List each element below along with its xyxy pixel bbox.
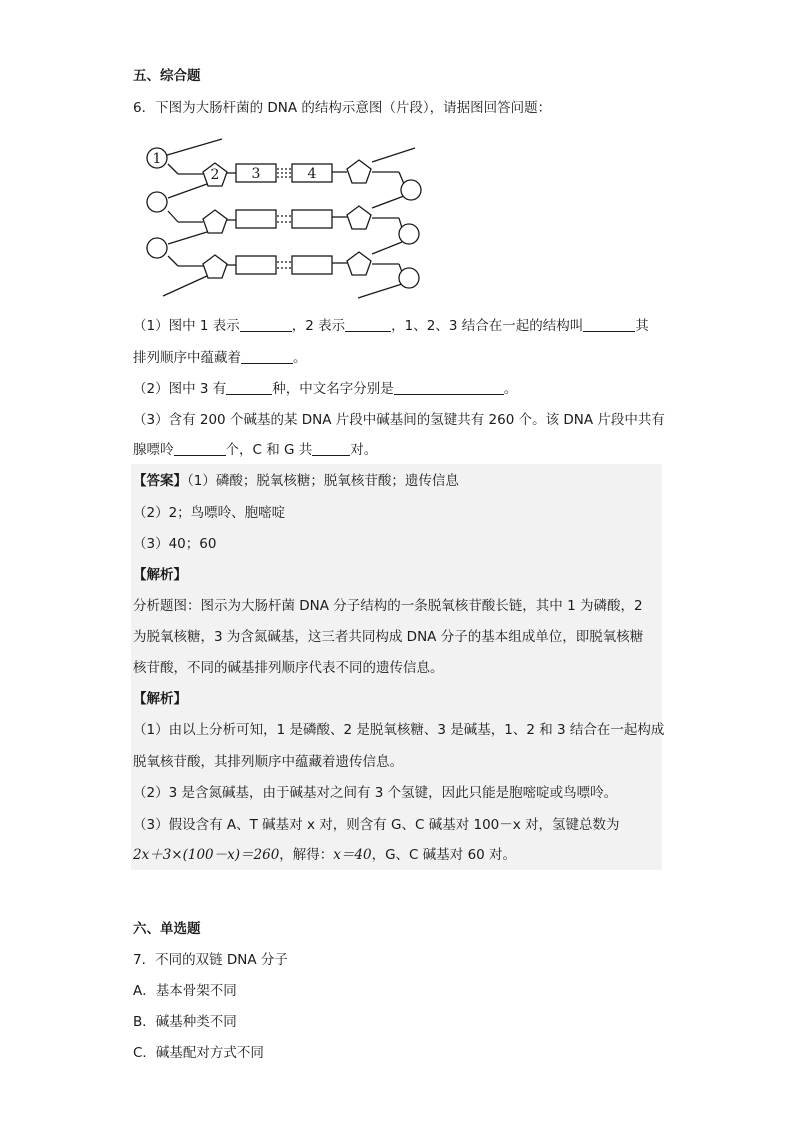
backbone-line: [372, 196, 404, 208]
base-rectangle: [292, 256, 332, 274]
backbone-line: [358, 284, 402, 298]
text-segment: ，解得：: [279, 847, 334, 863]
text-segment: 腺嘌呤: [133, 442, 174, 458]
text-segment: 种，中文名字分别是: [272, 381, 394, 397]
base-rectangle: [236, 256, 276, 274]
answer-line-3: （3）40；60: [133, 536, 217, 552]
answer-blank[interactable]: [226, 380, 272, 395]
backbone-line: [168, 211, 178, 222]
backbone-line: [372, 148, 415, 162]
figure-label-2: 2: [210, 167, 220, 183]
answer-line-2: （2）2；鸟嘌呤、胞嘧啶: [133, 505, 286, 521]
text-segment: 个，C 和 G 共: [225, 442, 313, 458]
equation-solution: x＝40: [333, 847, 372, 863]
question-6-part-1-line-1: [133, 316, 649, 336]
figure-label-3: 3: [251, 166, 261, 182]
option-b[interactable]: B．碱基种类不同: [133, 1014, 237, 1030]
phosphate-circle: [399, 224, 419, 244]
backbone-line: [168, 256, 178, 266]
text-segment: 。: [503, 381, 518, 397]
answer-blank[interactable]: [583, 317, 635, 332]
detail-analysis-label: 【解析】: [133, 691, 187, 707]
analysis-label: 【解析】: [133, 567, 187, 583]
analysis-paragraph-line-3: 核苷酸，不同的碱基排列顺序代表不同的遗传信息。: [133, 660, 444, 676]
question-6-part-3-line-1: （3）含有 200 个碱基的某 DNA 片段中碱基间的氢键共有 260 个。该 DNA 片段中共有: [133, 412, 665, 428]
base-rectangle: [236, 210, 276, 228]
detail-2: （2）3 是含氮碱基，由于碱基对之间有 3 个氢键，因此只能是胞嘧啶或鸟嘌呤。: [133, 785, 618, 801]
option-c[interactable]: C．碱基配对方式不同: [133, 1045, 264, 1061]
text-segment: ，1、2、3 结合在一起的结构叫: [391, 318, 584, 334]
text-segment: 排列顺序中蕴藏着: [133, 350, 241, 366]
answer-blank[interactable]: [241, 349, 293, 364]
deoxyribose-pentagon: [203, 255, 227, 278]
answer-blank[interactable]: [345, 317, 391, 332]
backbone-line: [399, 172, 404, 184]
backbone-line: [372, 242, 402, 254]
question-6-part-3-line-2: [133, 440, 377, 460]
text-segment: （2）图中 3 有: [133, 381, 227, 397]
detail-1-line-2: 脱氧核苷酸，其排列顺序中蕴藏着遗传信息。: [133, 754, 403, 770]
question-6-stem: 6．下图为大肠杆菌的 DNA 的结构示意图（片段），请据图回答问题：: [133, 100, 552, 116]
text-segment: 对。: [350, 442, 378, 458]
option-a[interactable]: A．基本骨架不同: [133, 983, 237, 999]
text-segment: 其: [635, 318, 649, 334]
backbone-line: [163, 276, 207, 296]
deoxyribose-pentagon: [203, 210, 227, 233]
analysis-paragraph-line-2: 为脱氧核糖，3 为含氮碱基，这三者共同构成 DNA 分子的基本组成单位，即脱氧核糖: [133, 629, 644, 645]
phosphate-circle: [147, 238, 167, 258]
section-5-title: 五、综合题: [133, 68, 201, 84]
equation: 2x＋3×(100－x)＝260: [133, 847, 280, 863]
answer-blank[interactable]: [394, 380, 504, 395]
answer-blank[interactable]: [240, 317, 292, 332]
section-6-title: 六、单选题: [133, 921, 201, 937]
backbone-line: [168, 232, 207, 244]
question-7-stem: 7．不同的双链 DNA 分子: [133, 952, 288, 968]
figure-label-1: 1: [152, 151, 162, 167]
question-6-part-2: [133, 379, 517, 399]
deoxyribose-pentagon: [347, 252, 371, 275]
detail-3-line-2: [133, 845, 516, 865]
dna-structure-figure: [140, 136, 440, 304]
question-6-part-1-line-2: [133, 348, 307, 368]
answer-blank[interactable]: [312, 441, 350, 456]
phosphate-circle: [399, 268, 419, 288]
answer-blank[interactable]: [174, 441, 226, 456]
answer-line-1: [133, 471, 459, 491]
deoxyribose-pentagon: [347, 160, 371, 183]
phosphate-circle: [147, 192, 167, 212]
detail-3-line-1: （3）假设含有 A、T 碱基对 x 对，则含有 G、C 碱基对 100－x 对，氢键总数为: [133, 817, 620, 833]
detail-1-line-1: （1）由以上分析可知，1 是磷酸、2 是脱氧核糖、3 是碱基，1、2 和 3 结合在一起构成: [133, 722, 665, 738]
answer-label: 【答案】: [133, 473, 187, 489]
backbone-line: [168, 164, 178, 174]
text-segment: （1）图中 1 表示: [133, 318, 240, 334]
analysis-paragraph-line-1: 分析题图：图示为大肠杆菌 DNA 分子结构的一条脱氧核苷酸长链，其中 1 为磷酸，2: [133, 598, 643, 614]
text-segment: ，2 表示: [291, 318, 346, 334]
text-segment: （1）磷酸；脱氧核糖；脱氧核苷酸；遗传信息: [187, 473, 459, 489]
text-segment: 。: [293, 350, 307, 366]
phosphate-circle: [401, 180, 421, 200]
text-segment: ，G、C 碱基对 60 对。: [371, 847, 517, 863]
base-rectangle: [292, 210, 332, 228]
backbone-line: [168, 184, 207, 198]
figure-label-4: 4: [307, 166, 317, 182]
deoxyribose-pentagon: [347, 206, 371, 229]
